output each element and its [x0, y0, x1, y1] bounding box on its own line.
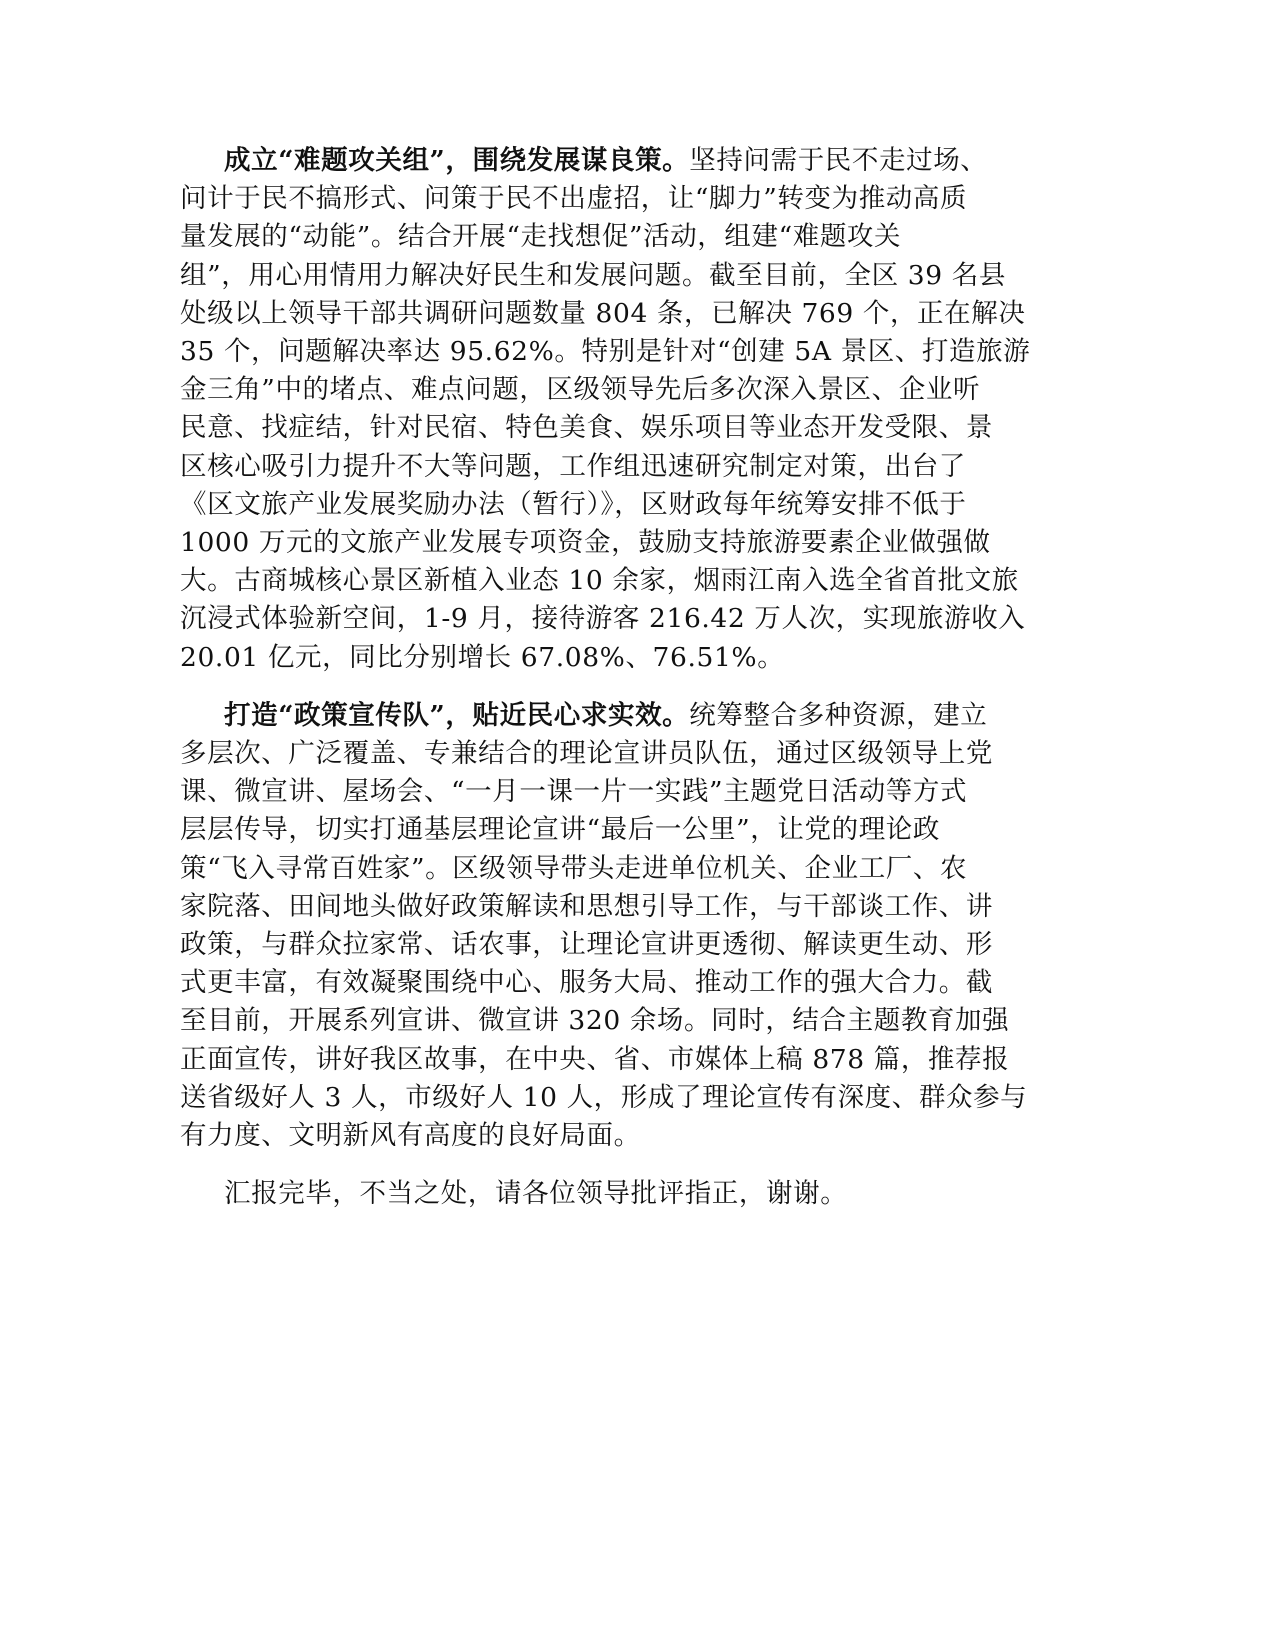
paragraph-text-line: 策“飞入寻常百姓家”。区级领导带头走进单位机关、企业工厂、农 [180, 852, 968, 884]
paragraph-text-line: 35 个，问题解决率达 95.62%。特别是针对“创建 5A 景区、打造旅游 [180, 336, 1031, 368]
paragraph-text-line: 式更丰富，有效凝聚围绕中心、服务大局、推动工作的强大合力。截 [180, 967, 993, 999]
paragraph-text-line: 量发展的“动能”。结合开展“走找想促”活动，组建“难题攻关 [180, 221, 902, 253]
paragraph-first-line [180, 142, 1050, 180]
document-body [180, 142, 1050, 1233]
paragraph-text-line: 问计于民不搞形式、问策于民不出虚招，让“脚力”转变为推动高质 [180, 183, 968, 215]
paragraph-text-line: 《区文旅产业发展奖励办法（暂行）》，区财政每年统筹安排不低于 [180, 488, 967, 520]
paragraph-text-line: 多层次、广泛覆盖、专兼结合的理论宣讲员队伍，通过区级领导上党 [180, 738, 993, 770]
paragraph-text-line: 至目前，开展系列宣讲、微宣讲 320 余场。同时，结合主题教育加强 [180, 1005, 1010, 1037]
paragraph-text-line: 有力度、文明新风有高度的良好局面。 [180, 1120, 641, 1152]
paragraph-text-line: 课、微宣讲、屋场会、“一月一课一片一实践”主题党日活动等方式 [180, 776, 968, 808]
paragraph-text-line: 政策，与群众拉家常、话农事，让理论宣讲更透彻、解读更生动、形 [180, 929, 993, 961]
paragraph-text-line: 统筹整合多种资源，建立 [689, 699, 988, 731]
paragraph-text-line: 层层传导，切实打通基层理论宣讲“最后一公里”，让党的理论政 [180, 814, 940, 846]
paragraph-problem-solving-group [180, 142, 1050, 677]
paragraph-text-line: 区核心吸引力提升不大等问题，工作组迅速研究制定对策，出台了 [180, 450, 966, 482]
paragraph-text-line: 送省级好人 3 人，市级好人 10 人，形成了理论宣传有深度、群众参与 [180, 1081, 1028, 1113]
paragraph-text-line: 家院落、田间地头做好政策解读和思想引导工作，与干部谈工作、讲 [180, 890, 993, 922]
paragraph-text-line: 处级以上领导干部共调研问题数量 804 条，已解决 769 个，正在解决 [180, 297, 1026, 329]
paragraph-lead-heading: 打造“政策宣传队”，贴近民心求实效。 [224, 699, 690, 731]
paragraph-text-line: 正面宣传，讲好我区故事，在中央、省、市媒体上稿 878 篇，推荐报 [180, 1043, 1010, 1075]
paragraph-text-line: 汇报完毕，不当之处，请各位领导批评指正，谢谢。 [224, 1178, 848, 1210]
paragraph-lead-heading: 成立“难题攻关组”，围绕发展谋良策。 [224, 145, 690, 176]
paragraph-first-line [180, 697, 1050, 735]
paragraph-text-line: 大。古商城核心景区新植入业态 10 余家，烟雨江南入选全省首批文旅 [180, 565, 1019, 597]
paragraph-text-line: 金三角”中的堵点、难点问题，区级领导先后多次深入景区、企业听 [180, 374, 981, 406]
paragraph-text-line: 民意、找症结，针对民宿、特色美食、娱乐项目等业态开发受限、景 [180, 412, 993, 444]
paragraph-text-line: 沉浸式体验新空间，1-9 月，接待游客 216.42 万人次，实现旅游收入 [180, 603, 1026, 635]
paragraph-text-line: 1000 万元的文旅产业发展专项资金，鼓励支持旅游要素企业做强做 [180, 527, 991, 559]
paragraph-text-line: 组”，用心用情用力解决好民生和发展问题。截至目前，全区 39 名县 [180, 259, 1006, 291]
paragraph-text-line: 20.01 亿元，同比分别增长 67.08%、76.51%。 [180, 641, 785, 673]
paragraph-policy-publicity-team [180, 697, 1050, 1155]
paragraph-text-line: 坚持问需于民不走过场、 [689, 145, 988, 176]
paragraph-closing-remark [180, 1175, 1050, 1213]
